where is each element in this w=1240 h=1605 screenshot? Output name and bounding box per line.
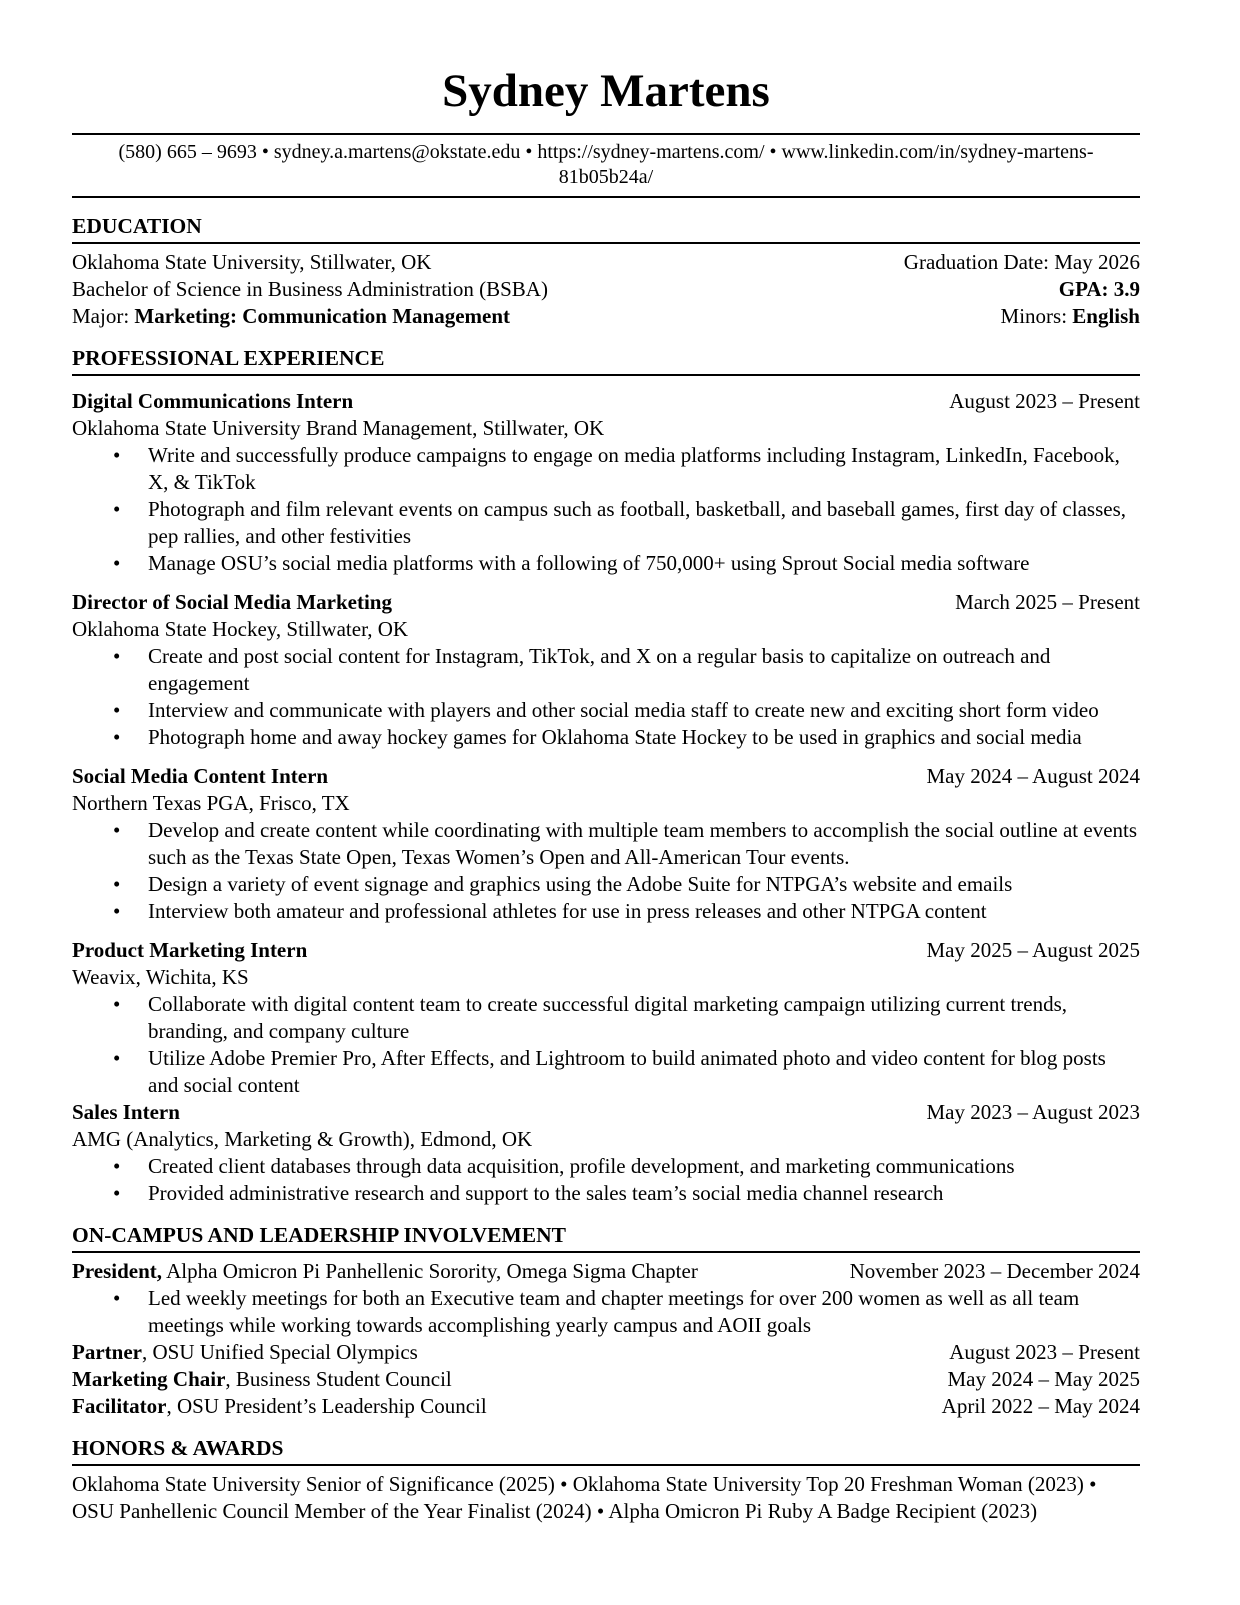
job-bullet: • Design a variety of event signage and graphics using the Adobe Suite for NTPGA’s website and emails	[72, 871, 1140, 898]
job-title: Digital Communications Intern	[72, 389, 354, 413]
leadership-role: Partner	[72, 1340, 142, 1364]
job-bullet: • Photograph and film relevant events on campus such as football, basketball, and baseball games, first day of classes, pep rallies, and other festivities	[72, 496, 1140, 550]
education-degree-text: Bachelor of Science in Business Administration (BSBA)	[72, 277, 548, 301]
job-bullet: • Develop and create content while coordinating with multiple team members to accomplish the social outline at events such as the Texas State Open, Texas Women’s Open and All-American Tour events.	[72, 817, 1140, 871]
job-bullet: • Create and post social content for Instagram, TikTok, and X on a regular basis to capitalize on outreach and engagement	[72, 643, 1140, 697]
honors-text: Oklahoma State University Senior of Significance (2025) • Oklahoma State University Top 20 Freshman Woman (2023) • OSU Panhellenic Council Member of the Year Finalist (2024) • Alpha Omicron Pi Ruby A Badge Recipient (2023)	[72, 1472, 1097, 1523]
education-row-major	[72, 303, 1140, 330]
section-heading-honors: HONORS & AWARDS	[72, 1436, 1140, 1466]
job-company: Oklahoma State Hockey, Stillwater, OK	[72, 617, 409, 641]
leadership-org: Alpha Omicron Pi Panhellenic Sorority, Omega Sigma Chapter	[162, 1259, 698, 1283]
leadership-role: Marketing Chair	[72, 1367, 226, 1391]
leadership-rows	[72, 1258, 1140, 1420]
education-row-school	[72, 249, 1140, 276]
leadership-row-president	[72, 1258, 1140, 1285]
job-entry-social-media-content-intern	[72, 763, 1140, 925]
leadership-row-facilitator	[72, 1393, 1140, 1420]
job-entry-product-marketing-intern	[72, 937, 1140, 1099]
job-title-row	[72, 388, 1140, 415]
job-bullet: • Collaborate with digital content team to create successful digital marketing campaign utilizing current trends, branding, and company culture	[72, 991, 1140, 1045]
education-graduation-date	[888, 249, 1140, 276]
job-entry-sales-intern	[72, 1099, 1140, 1207]
job-bullet: • Manage OSU’s social media platforms with a following of 750,000+ using Sprout Social media software	[72, 550, 1140, 577]
education-minors-value: English	[1072, 304, 1140, 328]
job-bullet: • Write and successfully produce campaigns to engage on media platforms including Instagram, LinkedIn, Facebook, X, & TikTok	[72, 442, 1140, 496]
job-title: Director of Social Media Marketing	[72, 590, 392, 614]
job-bullet-list	[72, 643, 1140, 751]
contact-band	[72, 133, 1140, 198]
job-bullet: • Photograph home and away hockey games for Oklahoma State Hockey to be used in graphics and social media	[72, 724, 1140, 751]
section-heading-experience: PROFESSIONAL EXPERIENCE	[72, 346, 1140, 376]
leadership-org: , Business Student Council	[225, 1367, 452, 1391]
job-company: Northern Texas PGA, Frisco, TX	[72, 791, 350, 815]
job-date: May 2024 – August 2024	[926, 764, 1140, 788]
job-bullet: • Utilize Adobe Premier Pro, After Effects, and Lightroom to build animated photo and video content for blog posts and social content	[72, 1045, 1140, 1099]
education-school	[72, 249, 431, 276]
job-bullet-list	[72, 442, 1140, 577]
leadership-bullet: • Led weekly meetings for both an Executive team and chapter meetings for over 200 women as well as all team meetings while working towards accomplishing yearly campus and AOII goals	[72, 1285, 1140, 1339]
resume-name: Sydney Martens	[442, 65, 770, 117]
education-major	[72, 303, 510, 330]
job-bullet: • Interview and communicate with players and other social media staff to create new and exciting short form video	[72, 697, 1140, 724]
job-title: Product Marketing Intern	[72, 938, 308, 962]
leadership-date: May 2024 – May 2025	[947, 1367, 1140, 1391]
education-minors-label: Minors:	[1000, 304, 1073, 328]
education-gpa-text: GPA: 3.9	[1058, 277, 1140, 301]
leadership-org: , OSU President’s Leadership Council	[166, 1394, 487, 1418]
leadership-role: Facilitator	[72, 1394, 167, 1418]
job-entry-director-social-media-marketing	[72, 589, 1140, 751]
job-company: Weavix, Wichita, KS	[72, 965, 249, 989]
education-minors	[985, 303, 1140, 330]
job-title-row	[72, 763, 1140, 790]
leadership-date: April 2022 – May 2024	[941, 1394, 1140, 1418]
education-school-text: Oklahoma State University, Stillwater, OK	[72, 250, 432, 274]
leadership-role: President,	[72, 1259, 163, 1283]
job-bullet-list	[72, 1153, 1140, 1207]
contact-line: (580) 665 – 9693 • sydney.a.martens@okstate.edu • https://sydney-martens.com/ • www.linkedin.com/in/sydney-martens-81b05b24a/	[118, 141, 1094, 188]
job-entry-digital-communications-intern	[72, 388, 1140, 577]
leadership-role-line	[72, 1366, 452, 1393]
job-title-row	[72, 937, 1140, 964]
job-bullet: • Provided administrative research and support to the sales team’s social media channel research	[72, 1180, 1140, 1207]
job-date: May 2025 – August 2025	[926, 938, 1140, 962]
job-title-row	[72, 1099, 1140, 1126]
job-bullet-list	[72, 991, 1140, 1099]
education-rows	[72, 249, 1140, 330]
leadership-role-line	[72, 1258, 698, 1285]
leadership-date: August 2023 – Present	[949, 1340, 1140, 1364]
education-graduation-text: Graduation Date: May 2026	[903, 250, 1140, 274]
job-company: Oklahoma State University Brand Management, Stillwater, OK	[72, 416, 605, 440]
education-major-value: Marketing: Communication Management	[134, 304, 511, 328]
leadership-row-marketing-chair	[72, 1366, 1140, 1393]
section-heading-leadership: ON-CAMPUS AND LEADERSHIP INVOLVEMENT	[72, 1223, 1140, 1253]
education-gpa	[1043, 276, 1140, 303]
job-title-row	[72, 589, 1140, 616]
leadership-org: , OSU Unified Special Olympics	[141, 1340, 418, 1364]
education-major-label: Major:	[72, 304, 135, 328]
job-bullet-list	[72, 817, 1140, 925]
experience-jobs	[72, 388, 1140, 1207]
job-date: August 2023 – Present	[949, 389, 1140, 413]
job-date: March 2025 – Present	[955, 590, 1140, 614]
job-bullet: • Created client databases through data acquisition, profile development, and marketing communications	[72, 1153, 1140, 1180]
job-bullet: • Interview both amateur and professional athletes for use in press releases and other NTPGA content	[72, 898, 1140, 925]
leadership-date: November 2023 – December 2024	[849, 1259, 1140, 1283]
job-company: AMG (Analytics, Marketing & Growth), Edmond, OK	[72, 1127, 533, 1151]
section-heading-education: EDUCATION	[72, 214, 1140, 244]
education-degree	[72, 276, 548, 303]
education-row-degree	[72, 276, 1140, 303]
leadership-role-line	[72, 1339, 418, 1366]
job-title: Sales Intern	[72, 1100, 180, 1124]
job-date: May 2023 – August 2023	[926, 1100, 1140, 1124]
job-title: Social Media Content Intern	[72, 764, 329, 788]
leadership-role-line	[72, 1393, 487, 1420]
leadership-bullet-list	[72, 1285, 1140, 1339]
leadership-row-partner	[72, 1339, 1140, 1366]
